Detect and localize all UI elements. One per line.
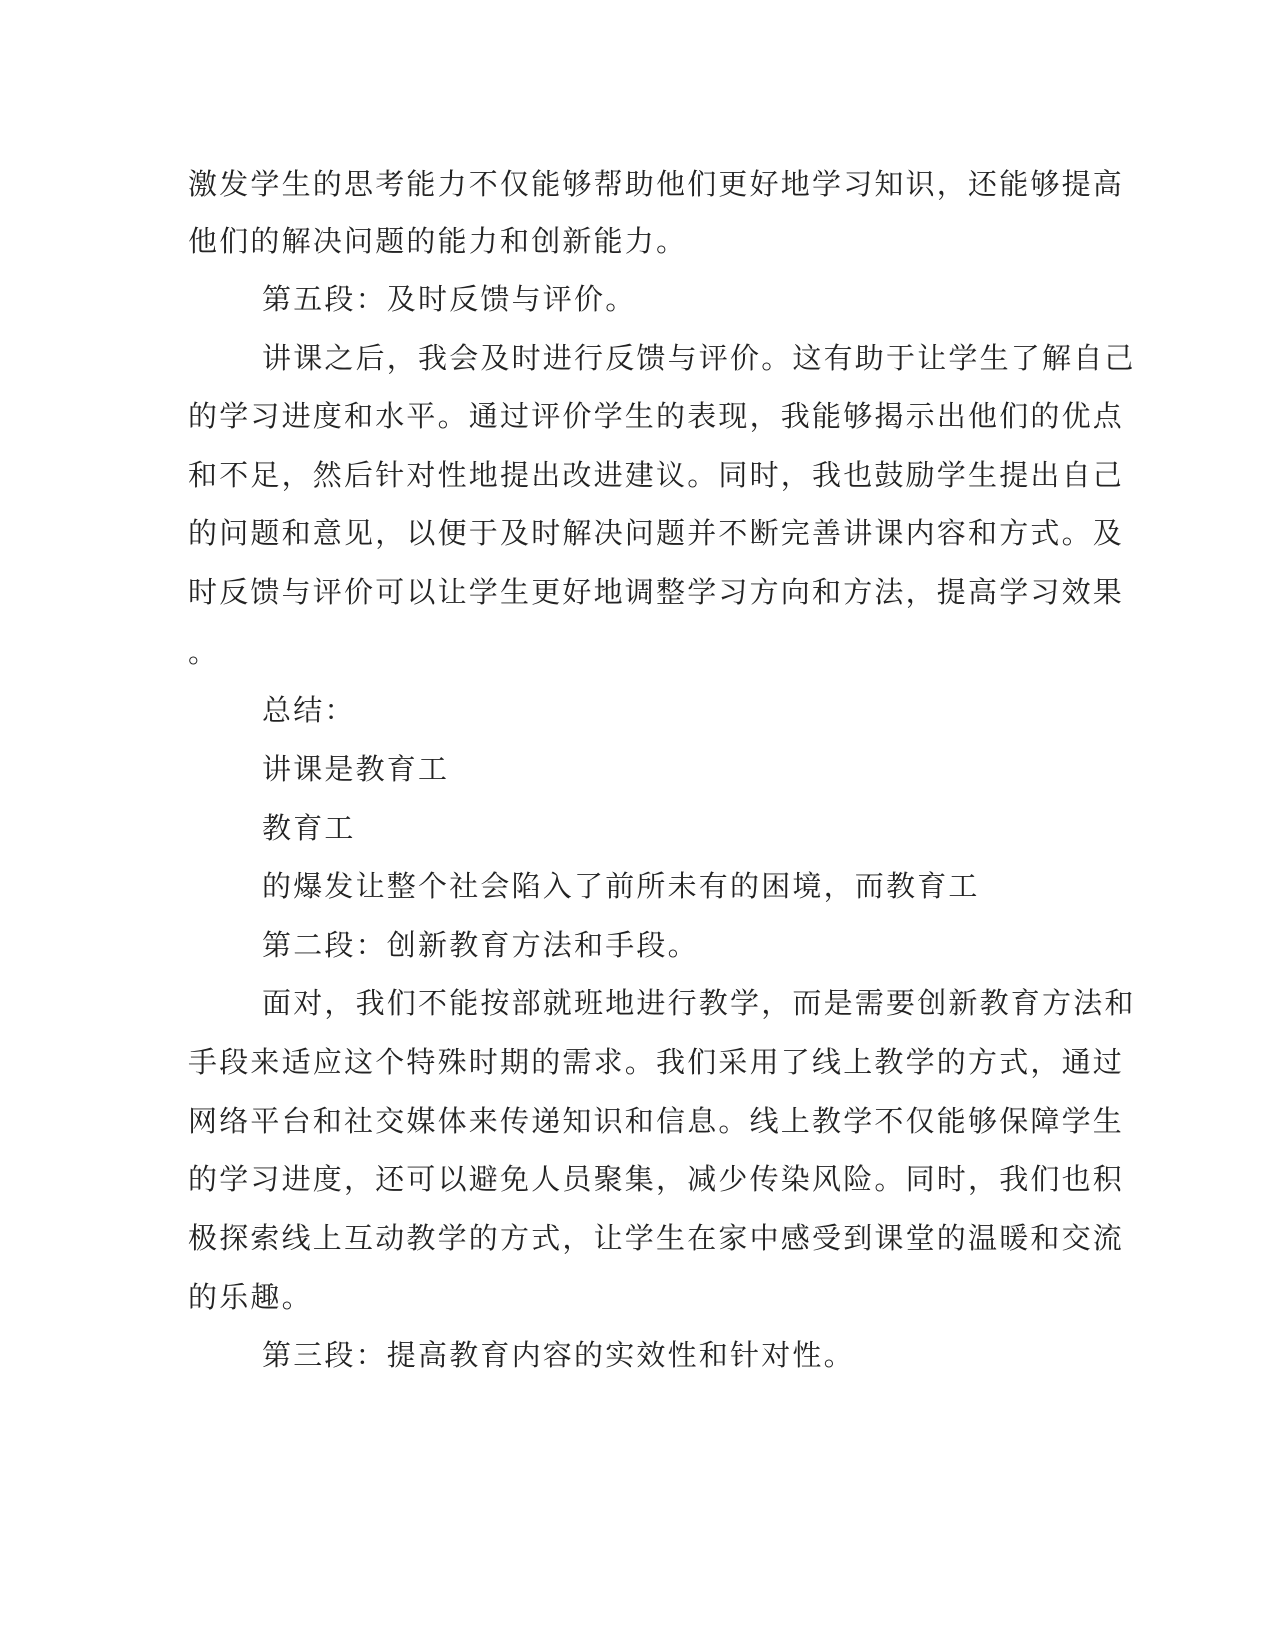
section-heading: 第五段：及时反馈与评价。	[262, 282, 637, 316]
text-line: 激发学生的思考能力不仅能够帮助他们更好地学习知识，还能够提高	[188, 167, 1125, 201]
text-line: 的爆发让整个社会陷入了前所未有的困境，而教育工	[262, 869, 980, 903]
text-line: 面对，我们不能按部就班地进行教学，而是需要创新教育方法和	[262, 986, 1136, 1020]
section-heading: 第二段：创新教育方法和手段。	[262, 928, 699, 962]
text-line: 的问题和意见，以便于及时解决问题并不断完善讲课内容和方式。及	[188, 516, 1125, 550]
text-line: 和不足，然后针对性地提出改进建议。同时，我也鼓励学生提出自己	[188, 458, 1125, 492]
section-heading: 第三段：提高教育内容的实效性和针对性。	[262, 1338, 855, 1372]
text-line: 。	[188, 635, 220, 669]
text-line: 手段来适应这个特殊时期的需求。我们采用了线上教学的方式，通过	[188, 1045, 1125, 1079]
text-line: 时反馈与评价可以让学生更好地调整学习方向和方法，提高学习效果	[188, 575, 1125, 609]
text-line: 的学习进度，还可以避免人员聚集，减少传染风险。同时，我们也积	[188, 1162, 1125, 1196]
text-line: 网络平台和社交媒体来传递知识和信息。线上教学不仅能够保障学生	[188, 1104, 1125, 1138]
text-line: 讲课是教育工	[262, 752, 450, 786]
text-line: 讲课之后，我会及时进行反馈与评价。这有助于让学生了解自己	[262, 341, 1136, 375]
text-line: 的乐趣。	[188, 1280, 313, 1314]
section-heading: 总结：	[262, 693, 356, 727]
text-line: 极探索线上互动教学的方式，让学生在家中感受到课堂的温暖和交流	[188, 1221, 1125, 1255]
text-line: 教育工	[262, 811, 356, 845]
text-line: 他们的解决问题的能力和创新能力。	[188, 224, 688, 258]
text-line: 的学习进度和水平。通过评价学生的表现，我能够揭示出他们的优点	[188, 399, 1125, 433]
